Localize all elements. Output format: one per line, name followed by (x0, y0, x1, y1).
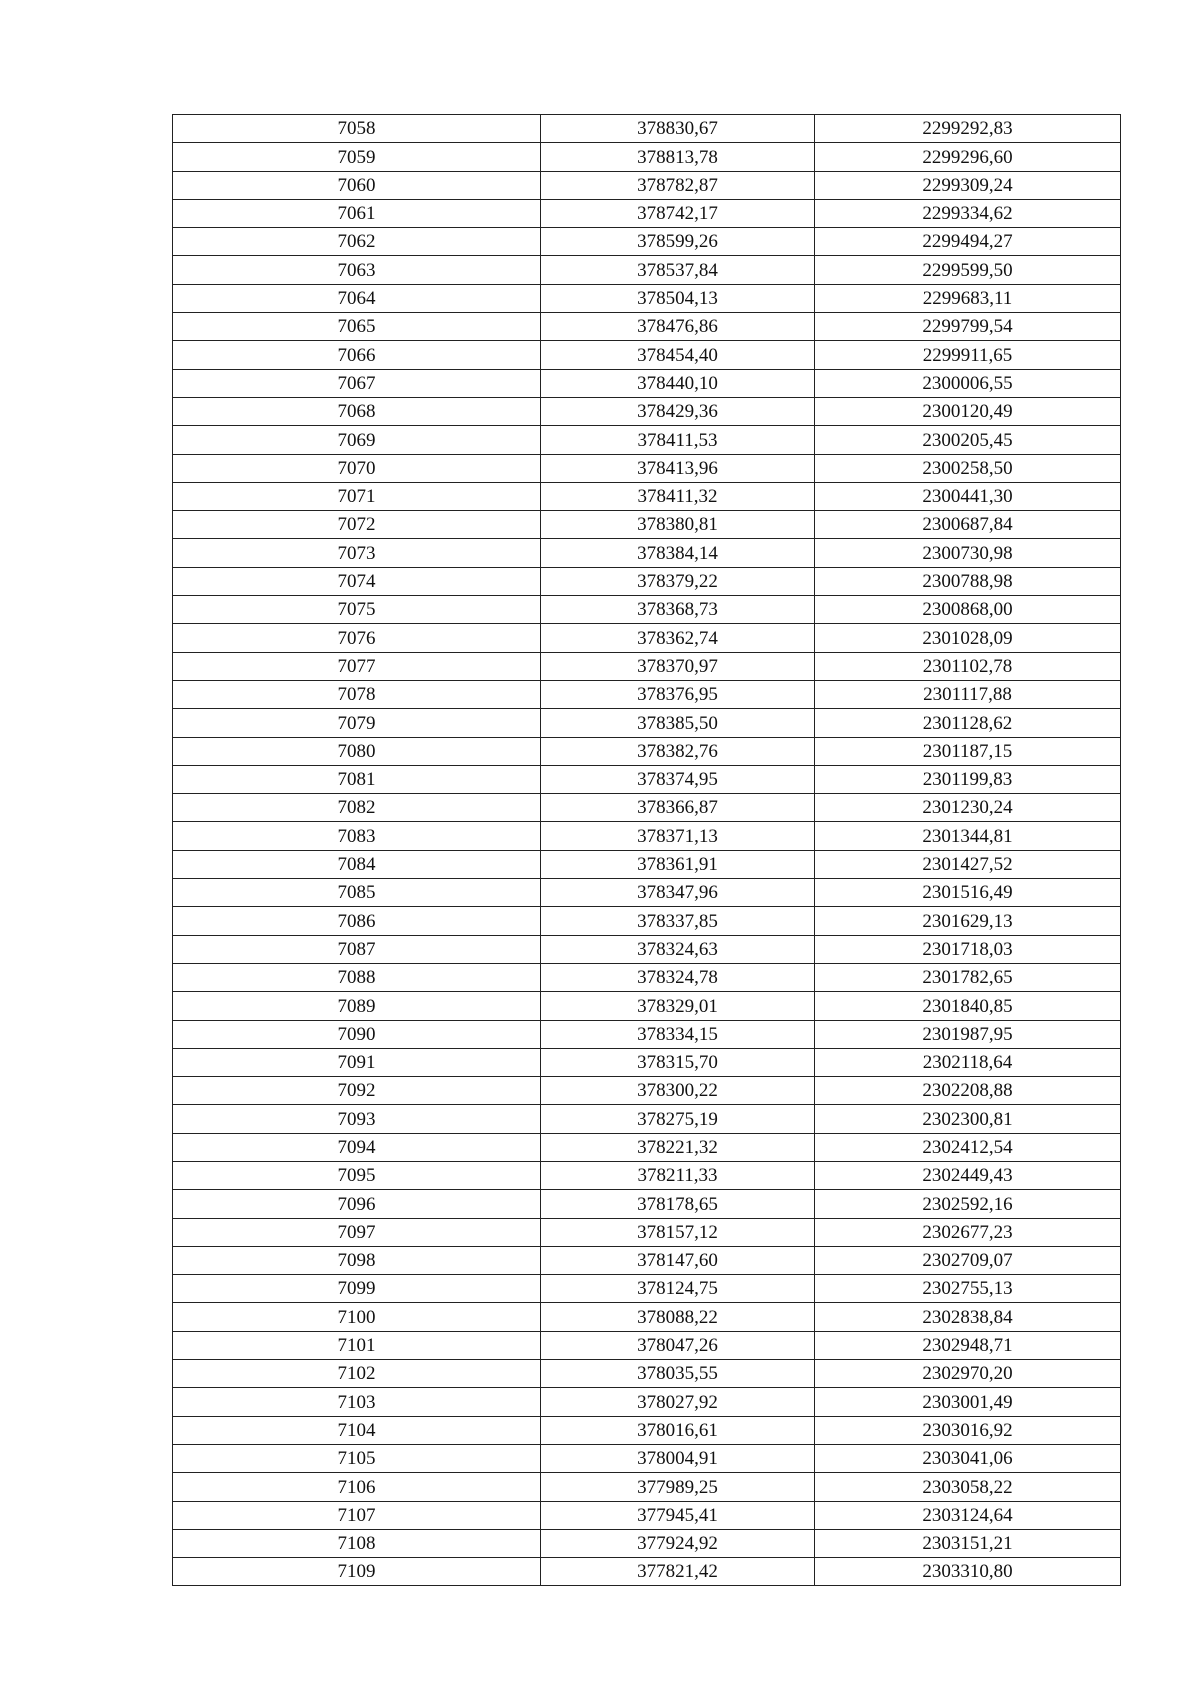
x-coordinate-cell: 378504,13 (541, 284, 815, 312)
y-coordinate-cell: 2302449,43 (815, 1161, 1121, 1189)
point-number-cell: 7106 (173, 1473, 541, 1501)
table-row (173, 1303, 1121, 1331)
x-coordinate-cell: 378315,70 (541, 1048, 815, 1076)
table-row (173, 1416, 1121, 1444)
y-coordinate-cell: 2300868,00 (815, 596, 1121, 624)
x-coordinate-cell: 378361,91 (541, 850, 815, 878)
point-number-cell: 7085 (173, 879, 541, 907)
table-row (173, 879, 1121, 907)
table-row (173, 284, 1121, 312)
table-row (173, 765, 1121, 793)
point-number-cell: 7059 (173, 143, 541, 171)
x-coordinate-cell: 378385,50 (541, 709, 815, 737)
table-row (173, 426, 1121, 454)
x-coordinate-cell: 378035,55 (541, 1360, 815, 1388)
point-number-cell: 7081 (173, 765, 541, 793)
table-row (173, 1190, 1121, 1218)
table-row (173, 1020, 1121, 1048)
y-coordinate-cell: 2299683,11 (815, 284, 1121, 312)
table-row (173, 1360, 1121, 1388)
x-coordinate-cell: 378211,33 (541, 1161, 815, 1189)
y-coordinate-cell: 2303124,64 (815, 1501, 1121, 1529)
x-coordinate-cell: 378476,86 (541, 313, 815, 341)
x-coordinate-cell: 378384,14 (541, 539, 815, 567)
point-number-cell: 7080 (173, 737, 541, 765)
y-coordinate-cell: 2303310,80 (815, 1558, 1121, 1586)
table-row (173, 511, 1121, 539)
table-row (173, 1275, 1121, 1303)
x-coordinate-cell: 378368,73 (541, 596, 815, 624)
point-number-cell: 7077 (173, 652, 541, 680)
y-coordinate-cell: 2299911,65 (815, 341, 1121, 369)
x-coordinate-cell: 378379,22 (541, 567, 815, 595)
point-number-cell: 7066 (173, 341, 541, 369)
y-coordinate-cell: 2303058,22 (815, 1473, 1121, 1501)
table-row (173, 1105, 1121, 1133)
x-coordinate-cell: 378411,32 (541, 482, 815, 510)
y-coordinate-cell: 2302208,88 (815, 1077, 1121, 1105)
y-coordinate-cell: 2302677,23 (815, 1218, 1121, 1246)
table-row (173, 143, 1121, 171)
table-row (173, 963, 1121, 991)
table-row (173, 256, 1121, 284)
point-number-cell: 7099 (173, 1275, 541, 1303)
point-number-cell: 7100 (173, 1303, 541, 1331)
point-number-cell: 7078 (173, 680, 541, 708)
x-coordinate-cell: 378329,01 (541, 992, 815, 1020)
y-coordinate-cell: 2301840,85 (815, 992, 1121, 1020)
table-row (173, 313, 1121, 341)
y-coordinate-cell: 2301718,03 (815, 935, 1121, 963)
point-number-cell: 7070 (173, 454, 541, 482)
x-coordinate-cell: 378157,12 (541, 1218, 815, 1246)
table-row (173, 1077, 1121, 1105)
point-number-cell: 7060 (173, 171, 541, 199)
point-number-cell: 7084 (173, 850, 541, 878)
table-row (173, 1218, 1121, 1246)
y-coordinate-cell: 2302948,71 (815, 1331, 1121, 1359)
point-number-cell: 7069 (173, 426, 541, 454)
point-number-cell: 7064 (173, 284, 541, 312)
y-coordinate-cell: 2301128,62 (815, 709, 1121, 737)
point-number-cell: 7096 (173, 1190, 541, 1218)
y-coordinate-cell: 2301230,24 (815, 794, 1121, 822)
point-number-cell: 7083 (173, 822, 541, 850)
table-row (173, 1473, 1121, 1501)
point-number-cell: 7062 (173, 228, 541, 256)
point-number-cell: 7101 (173, 1331, 541, 1359)
point-number-cell: 7097 (173, 1218, 541, 1246)
y-coordinate-cell: 2301516,49 (815, 879, 1121, 907)
point-number-cell: 7089 (173, 992, 541, 1020)
x-coordinate-cell: 378599,26 (541, 228, 815, 256)
table-row (173, 1388, 1121, 1416)
x-coordinate-cell: 378362,74 (541, 624, 815, 652)
y-coordinate-cell: 2300120,49 (815, 397, 1121, 425)
point-number-cell: 7088 (173, 963, 541, 991)
y-coordinate-cell: 2302709,07 (815, 1246, 1121, 1274)
point-number-cell: 7105 (173, 1444, 541, 1472)
x-coordinate-cell: 377821,42 (541, 1558, 815, 1586)
table-row (173, 454, 1121, 482)
table-row (173, 794, 1121, 822)
table-row (173, 482, 1121, 510)
point-number-cell: 7058 (173, 115, 541, 143)
x-coordinate-cell: 378337,85 (541, 907, 815, 935)
table-row (173, 992, 1121, 1020)
y-coordinate-cell: 2301199,83 (815, 765, 1121, 793)
point-number-cell: 7061 (173, 199, 541, 227)
x-coordinate-cell: 378334,15 (541, 1020, 815, 1048)
y-coordinate-cell: 2301629,13 (815, 907, 1121, 935)
point-number-cell: 7102 (173, 1360, 541, 1388)
y-coordinate-cell: 2300205,45 (815, 426, 1121, 454)
point-number-cell: 7104 (173, 1416, 541, 1444)
table-row (173, 624, 1121, 652)
y-coordinate-cell: 2300788,98 (815, 567, 1121, 595)
point-number-cell: 7098 (173, 1246, 541, 1274)
y-coordinate-cell: 2301987,95 (815, 1020, 1121, 1048)
table-row (173, 1558, 1121, 1586)
y-coordinate-cell: 2299334,62 (815, 199, 1121, 227)
table-row (173, 652, 1121, 680)
x-coordinate-cell: 378347,96 (541, 879, 815, 907)
table-row (173, 850, 1121, 878)
point-number-cell: 7103 (173, 1388, 541, 1416)
point-number-cell: 7074 (173, 567, 541, 595)
x-coordinate-cell: 378454,40 (541, 341, 815, 369)
y-coordinate-cell: 2300258,50 (815, 454, 1121, 482)
table-row (173, 228, 1121, 256)
x-coordinate-cell: 378413,96 (541, 454, 815, 482)
x-coordinate-cell: 378782,87 (541, 171, 815, 199)
point-number-cell: 7090 (173, 1020, 541, 1048)
point-number-cell: 7094 (173, 1133, 541, 1161)
x-coordinate-cell: 378371,13 (541, 822, 815, 850)
point-number-cell: 7107 (173, 1501, 541, 1529)
x-coordinate-cell: 378429,36 (541, 397, 815, 425)
point-number-cell: 7086 (173, 907, 541, 935)
y-coordinate-cell: 2301427,52 (815, 850, 1121, 878)
point-number-cell: 7082 (173, 794, 541, 822)
y-coordinate-cell: 2301028,09 (815, 624, 1121, 652)
x-coordinate-cell: 378300,22 (541, 1077, 815, 1105)
table-row (173, 596, 1121, 624)
y-coordinate-cell: 2302300,81 (815, 1105, 1121, 1133)
table-row (173, 935, 1121, 963)
y-coordinate-cell: 2301117,88 (815, 680, 1121, 708)
point-number-cell: 7068 (173, 397, 541, 425)
table-row (173, 397, 1121, 425)
point-number-cell: 7091 (173, 1048, 541, 1076)
coordinates-table (172, 114, 1121, 1586)
table-row (173, 115, 1121, 143)
table-row (173, 1246, 1121, 1274)
y-coordinate-cell: 2301782,65 (815, 963, 1121, 991)
x-coordinate-cell: 378324,63 (541, 935, 815, 963)
table-row (173, 680, 1121, 708)
table-row (173, 171, 1121, 199)
y-coordinate-cell: 2302970,20 (815, 1360, 1121, 1388)
x-coordinate-cell: 378742,17 (541, 199, 815, 227)
x-coordinate-cell: 378147,60 (541, 1246, 815, 1274)
point-number-cell: 7063 (173, 256, 541, 284)
x-coordinate-cell: 378411,53 (541, 426, 815, 454)
x-coordinate-cell: 378830,67 (541, 115, 815, 143)
x-coordinate-cell: 378370,97 (541, 652, 815, 680)
y-coordinate-cell: 2302592,16 (815, 1190, 1121, 1218)
y-coordinate-cell: 2303016,92 (815, 1416, 1121, 1444)
point-number-cell: 7092 (173, 1077, 541, 1105)
x-coordinate-cell: 378027,92 (541, 1388, 815, 1416)
table-row (173, 1133, 1121, 1161)
x-coordinate-cell: 378382,76 (541, 737, 815, 765)
table-row (173, 539, 1121, 567)
y-coordinate-cell: 2299494,27 (815, 228, 1121, 256)
x-coordinate-cell: 378813,78 (541, 143, 815, 171)
y-coordinate-cell: 2299309,24 (815, 171, 1121, 199)
x-coordinate-cell: 378440,10 (541, 369, 815, 397)
y-coordinate-cell: 2299292,83 (815, 115, 1121, 143)
y-coordinate-cell: 2303001,49 (815, 1388, 1121, 1416)
y-coordinate-cell: 2302838,84 (815, 1303, 1121, 1331)
x-coordinate-cell: 378366,87 (541, 794, 815, 822)
x-coordinate-cell: 378047,26 (541, 1331, 815, 1359)
y-coordinate-cell: 2300441,30 (815, 482, 1121, 510)
table-row (173, 822, 1121, 850)
x-coordinate-cell: 378016,61 (541, 1416, 815, 1444)
point-number-cell: 7075 (173, 596, 541, 624)
y-coordinate-cell: 2301344,81 (815, 822, 1121, 850)
table-row (173, 1529, 1121, 1557)
y-coordinate-cell: 2303151,21 (815, 1529, 1121, 1557)
x-coordinate-cell: 378088,22 (541, 1303, 815, 1331)
x-coordinate-cell: 378537,84 (541, 256, 815, 284)
y-coordinate-cell: 2301187,15 (815, 737, 1121, 765)
y-coordinate-cell: 2303041,06 (815, 1444, 1121, 1472)
y-coordinate-cell: 2299296,60 (815, 143, 1121, 171)
table-row (173, 1048, 1121, 1076)
point-number-cell: 7072 (173, 511, 541, 539)
point-number-cell: 7065 (173, 313, 541, 341)
y-coordinate-cell: 2300006,55 (815, 369, 1121, 397)
y-coordinate-cell: 2300730,98 (815, 539, 1121, 567)
y-coordinate-cell: 2299799,54 (815, 313, 1121, 341)
table-row (173, 709, 1121, 737)
x-coordinate-cell: 378275,19 (541, 1105, 815, 1133)
table-row (173, 1444, 1121, 1472)
y-coordinate-cell: 2302118,64 (815, 1048, 1121, 1076)
coordinates-table-body (173, 115, 1121, 1586)
y-coordinate-cell: 2301102,78 (815, 652, 1121, 680)
point-number-cell: 7079 (173, 709, 541, 737)
point-number-cell: 7087 (173, 935, 541, 963)
point-number-cell: 7067 (173, 369, 541, 397)
y-coordinate-cell: 2299599,50 (815, 256, 1121, 284)
x-coordinate-cell: 378380,81 (541, 511, 815, 539)
table-row (173, 907, 1121, 935)
y-coordinate-cell: 2302755,13 (815, 1275, 1121, 1303)
table-row (173, 341, 1121, 369)
table-row (173, 199, 1121, 227)
x-coordinate-cell: 378324,78 (541, 963, 815, 991)
table-row (173, 1161, 1121, 1189)
point-number-cell: 7093 (173, 1105, 541, 1133)
point-number-cell: 7095 (173, 1161, 541, 1189)
point-number-cell: 7109 (173, 1558, 541, 1586)
table-row (173, 737, 1121, 765)
x-coordinate-cell: 377924,92 (541, 1529, 815, 1557)
point-number-cell: 7073 (173, 539, 541, 567)
x-coordinate-cell: 378376,95 (541, 680, 815, 708)
x-coordinate-cell: 378221,32 (541, 1133, 815, 1161)
x-coordinate-cell: 377945,41 (541, 1501, 815, 1529)
x-coordinate-cell: 378374,95 (541, 765, 815, 793)
point-number-cell: 7076 (173, 624, 541, 652)
x-coordinate-cell: 378124,75 (541, 1275, 815, 1303)
y-coordinate-cell: 2302412,54 (815, 1133, 1121, 1161)
x-coordinate-cell: 377989,25 (541, 1473, 815, 1501)
x-coordinate-cell: 378004,91 (541, 1444, 815, 1472)
x-coordinate-cell: 378178,65 (541, 1190, 815, 1218)
table-row (173, 369, 1121, 397)
table-row (173, 1331, 1121, 1359)
point-number-cell: 7108 (173, 1529, 541, 1557)
y-coordinate-cell: 2300687,84 (815, 511, 1121, 539)
table-row (173, 567, 1121, 595)
table-row (173, 1501, 1121, 1529)
point-number-cell: 7071 (173, 482, 541, 510)
